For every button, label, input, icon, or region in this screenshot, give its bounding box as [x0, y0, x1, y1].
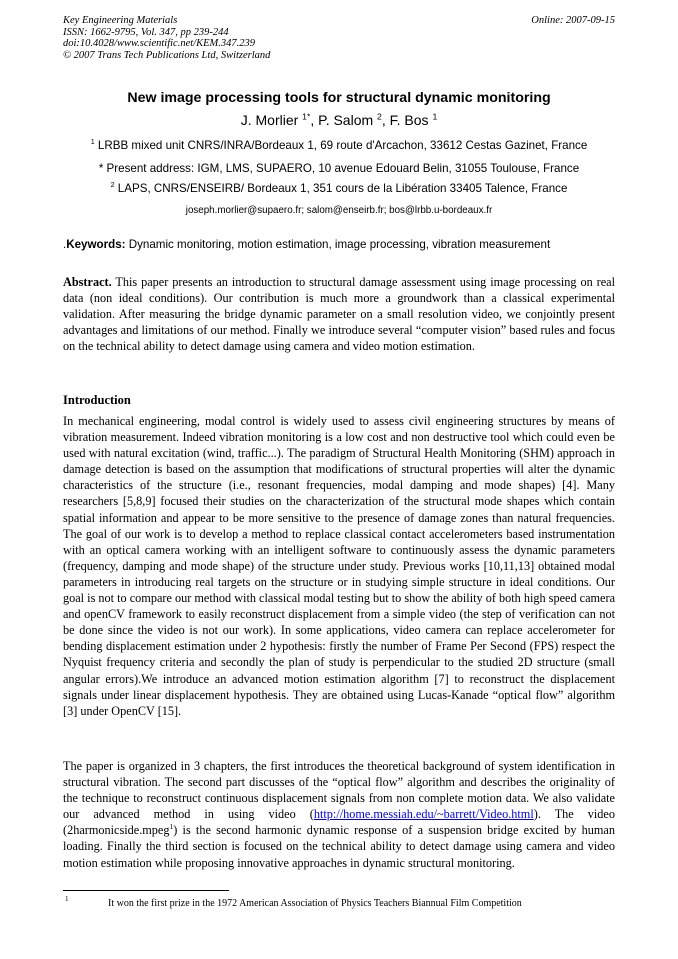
doi-line: doi:10.4028/www.scientific.net/KEM.347.239	[63, 38, 255, 50]
affiliation-1-sup: 1	[90, 137, 95, 147]
author-3-sup: 1	[432, 111, 438, 122]
footnote-ref: 1	[169, 822, 174, 832]
author-emails: joseph.morlier@supaero.fr; salom@enseirb.fr; bos@lrbb.u-bordeaux.fr	[185, 205, 493, 216]
journal-header	[63, 15, 270, 61]
paper-title: New image processing tools for structural dynamic monitoring	[127, 90, 551, 106]
keywords-line	[63, 238, 550, 252]
keywords-label: Keywords:	[66, 238, 126, 251]
affiliation-2-text: LAPS, CNRS/ENSEIRB/ Bordeaux 1, 351 cours de la Libération 33405 Talence, France	[114, 182, 568, 195]
intro-p2-part-b: ). The video (2harmonicside.mpeg	[63, 807, 615, 838]
keywords-text: Dynamic monitoring, motion estimation, image processing, vibration measurement	[125, 238, 551, 251]
abstract-label: Abstract.	[63, 275, 112, 289]
present-address: * Present address: IGM, LMS, SUPAERO, 10 avenue Edouard Belin, 31055 Toulouse, France	[98, 162, 580, 175]
footnote-divider	[63, 890, 229, 891]
keywords-prefix: .	[63, 238, 67, 251]
affiliation-2-sup: 2	[110, 180, 115, 190]
issn-line: ISSN: 1662-9795, Vol. 347, pp 239-244	[63, 26, 229, 38]
author-2: , P. Salom	[310, 112, 378, 128]
introduction-heading: Introduction	[63, 393, 131, 407]
abstract-paragraph	[63, 274, 615, 354]
video-link[interactable]: http://home.messiah.edu/~barrett/Video.html	[313, 807, 534, 822]
author-3: , F. Bos	[381, 112, 433, 128]
author-2-sup: 2	[377, 111, 382, 122]
affiliation-2	[0, 182, 678, 196]
copyright-line: © 2007 Trans Tech Publications Ltd, Switzerland	[63, 49, 271, 61]
footnote-mark: 1	[65, 895, 69, 903]
affiliation-1	[0, 139, 678, 153]
author-1-sup: 1*	[302, 111, 311, 122]
footnote-text: It won the first prize in the 1972 American Association of Physics Teachers Biannual Film Competition	[108, 898, 522, 909]
intro-p2-part-c: ) is the second harmonic dynamic response of a suspension bridge excited by human loading. Finally the third section is focused on the technical ability to detect damage using camera and video motion estimation while proposing innovative approaches in dynamic structural monitoring.	[63, 823, 615, 870]
author-1: J. Morlier	[240, 112, 303, 128]
online-date: Online: 2007-09-15	[531, 15, 615, 26]
affiliation-1-text: LRBB mixed unit CNRS/INRA/Bordeaux 1, 69 route d'Arcachon, 33612 Cestas Gazinet, France	[94, 139, 588, 152]
abstract-text: This paper presents an introduction to structural damage assessment using image processing on real data (non ideal conditions). Our contribution is much more a groundwork than a classical experimental validation. After measuring the bridge dynamic parameter on a small resolution video, we conjointly present advantages and limitations of our method. Finally we introduce several “computer vision” based rules and focus on the technical ability to detect damage using camera and video motion estimation.	[63, 275, 615, 354]
author-list	[0, 112, 678, 129]
journal-name: Key Engineering Materials	[63, 15, 178, 26]
introduction-paragraph-2	[63, 758, 615, 871]
intro-p2-part-a: The paper is organized in 3 chapters, the first introduces the theoretical background of system identification in structural vibration. The second part discusses of the “optical flow” algorithm and describes the originality of the technique to reconstruct continuous displacement signals from non complete motion data. We also validate our advanced method in using video (	[63, 759, 615, 822]
introduction-paragraph-1: In mechanical engineering, modal control is widely used to assess civil engineering structures by means of vibration measurement. Indeed vibration monitoring is a low cost and non destructive tool which could even be used with natural excitation (wind, traffic...). The paradigm of Structural Health Monitoring (SHM) approach in damage detection is based on the assumption that modifications of structural properties will alter the dynamic characteristics of the structure (i.e., resonant frequencies, modal damping and mode shapes) [4]. Many researchers [5,8,9] focused their studies on the characterization of the structural mode shapes which contain spatial information and appear to be more sensitive to the presence of damage zones than natural frequencies. The goal of our work is to develop a method to replace classical contact accelerometers based instrumentation with an optical camera working with an intelligent software to continuously assess the dynamic parameters (frequency, damping and mode shape) of the structure under study. Previous works [10,11,13] obtained modal parameters in introducing real targets on the structure or in studying simple structure in ideal conditions. Our goal is not to compare our method with classical modal testing but to show the ability of both high speed camera and openCV framework to easily reconstruct displacement from a simple video (the step of verification can not be done since the video is not our work). In some applications, video camera can replace accelerometer for bending displacement estimation under 2 hypothesis: firstly the number of Frame Per Second (FPS) respect the Nyquist frequency criteria and secondly the plan of study is perpendicular to the studied 2D structure (small angular errors).We introduce an advanced motion estimation algorithm [7] to reconstruct the displacement signals under linear displacement hypothesis. They are obtained using Lucas-Kanade “optical flow” algorithm [3] under OpenCV [15].	[63, 414, 615, 718]
